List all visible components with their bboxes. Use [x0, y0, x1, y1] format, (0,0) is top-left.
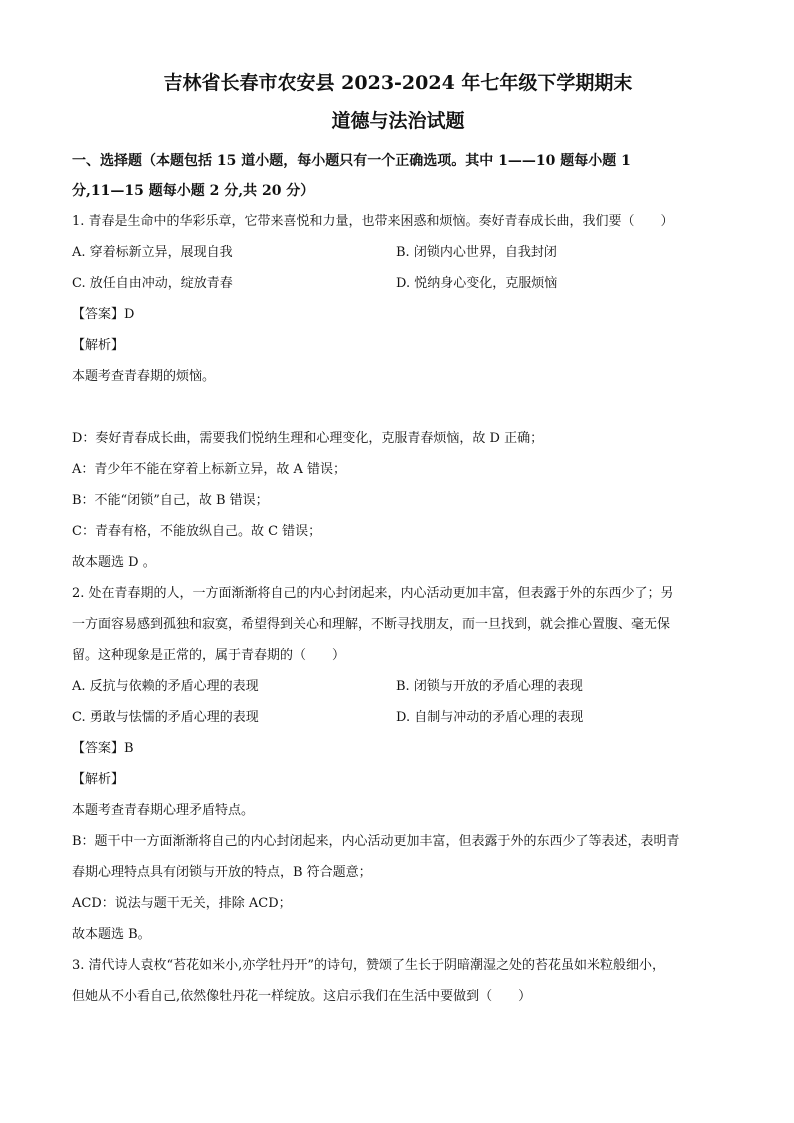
question-2-analysis-line: B：题干中一方面渐渐将自己的内心封闭起来，内心活动更加丰富，但表露于外的东西少了等表述，表明青 [72, 834, 680, 849]
question-1-answer: 【答案】D [72, 307, 135, 322]
question-1-option-c: C. 放任自由冲动，绽放青春 [72, 276, 233, 291]
question-1-analysis-label: 【解析】 [72, 338, 125, 353]
question-1-analysis-line: 故本题选 D 。 [72, 555, 156, 570]
question-2-analysis-line: 春期心理特点具有闭锁与开放的特点，B 符合题意； [72, 865, 372, 880]
question-2-analysis-line: 故本题选 B。 [72, 927, 151, 942]
question-2-options-row2 [72, 702, 724, 733]
question-2-analysis-label: 【解析】 [72, 772, 125, 787]
section-heading-line2: 分,11—15 题每小题 2 分,共 20 分） [72, 183, 315, 199]
question-1-analysis-line: B：不能“闭锁”自己，故 B 错误； [72, 493, 269, 508]
exam-title: 吉林省长春市农安县 2023-2024 年七年级下学期期末 [163, 72, 633, 94]
question-1-analysis-line: C：青春有格，不能放纵自己。故 C 错误； [72, 524, 322, 539]
question-2-option-d: D. 自制与冲动的矛盾心理的表现 [396, 710, 584, 725]
question-3-stem-line1: 3. 清代诗人袁枚“苔花如米小,亦学牡丹开”的诗句，赞颂了生长于阴暗潮湿之处的苔花虽如米粒般细小， [72, 958, 665, 973]
question-1-options-row1 [72, 237, 724, 268]
question-1-analysis-line: A：青少年不能在穿着上标新立异，故 A 错误； [72, 462, 347, 477]
question-2-analysis-line: 本题考查青春期心理矛盾特点。 [72, 803, 255, 818]
question-2-stem-line2: 一方面容易感到孤独和寂寞，希望得到关心和理解，不断寻找朋友，而一旦找到，就会推心置腹、毫无保 [72, 617, 671, 632]
question-1-analysis-line: 本题考查青春期的烦恼。 [72, 369, 216, 384]
question-2-option-c: C. 勇敢与怯懦的矛盾心理的表现 [72, 710, 259, 725]
question-2-stem-line3: 留。这种现象是正常的，属于青春期的（ ） [72, 648, 346, 663]
question-2-option-a: A. 反抗与依赖的矛盾心理的表现 [72, 679, 259, 694]
question-3-stem-line2: 但她从不小看自己,依然像牡丹花一样绽放。这启示我们在生活中要做到（ ） [72, 989, 532, 1004]
question-1-option-d: D. 悦纳身心变化，克服烦恼 [396, 276, 558, 291]
question-2-analysis-line: ACD：说法与题干无关，排除 ACD； [72, 896, 292, 911]
question-2-options-row1 [72, 671, 724, 702]
question-1-stem: 1. 青春是生命中的华彩乐章，它带来喜悦和力量，也带来困惑和烦恼。奏好青春成长曲，我们要（ ） [72, 214, 674, 229]
question-2-option-b: B. 闭锁与开放的矛盾心理的表现 [396, 679, 583, 694]
section-heading-line1: 一、选择题（本题包括 15 道小题，每小题只有一个正确选项。其中 1——10 题每小题 1 [72, 153, 631, 169]
question-1-analysis-line: D：奏好青春成长曲，需要我们悦纳生理和心理变化，克服青春烦恼，故 D 正确； [72, 431, 544, 446]
question-1-option-b: B. 闭锁内心世界，自我封闭 [396, 245, 557, 260]
question-2-answer: 【答案】B [72, 741, 134, 756]
exam-subtitle: 道德与法治试题 [331, 110, 465, 132]
question-1-option-a: A. 穿着标新立异，展现自我 [72, 245, 233, 260]
question-1-options-row2 [72, 268, 724, 299]
spacer [72, 392, 724, 423]
question-2-stem-line1: 2. 处在青春期的人，一方面渐渐将自己的内心封闭起来，内心活动更加丰富，但表露于外的东西少了；另 [72, 586, 674, 601]
